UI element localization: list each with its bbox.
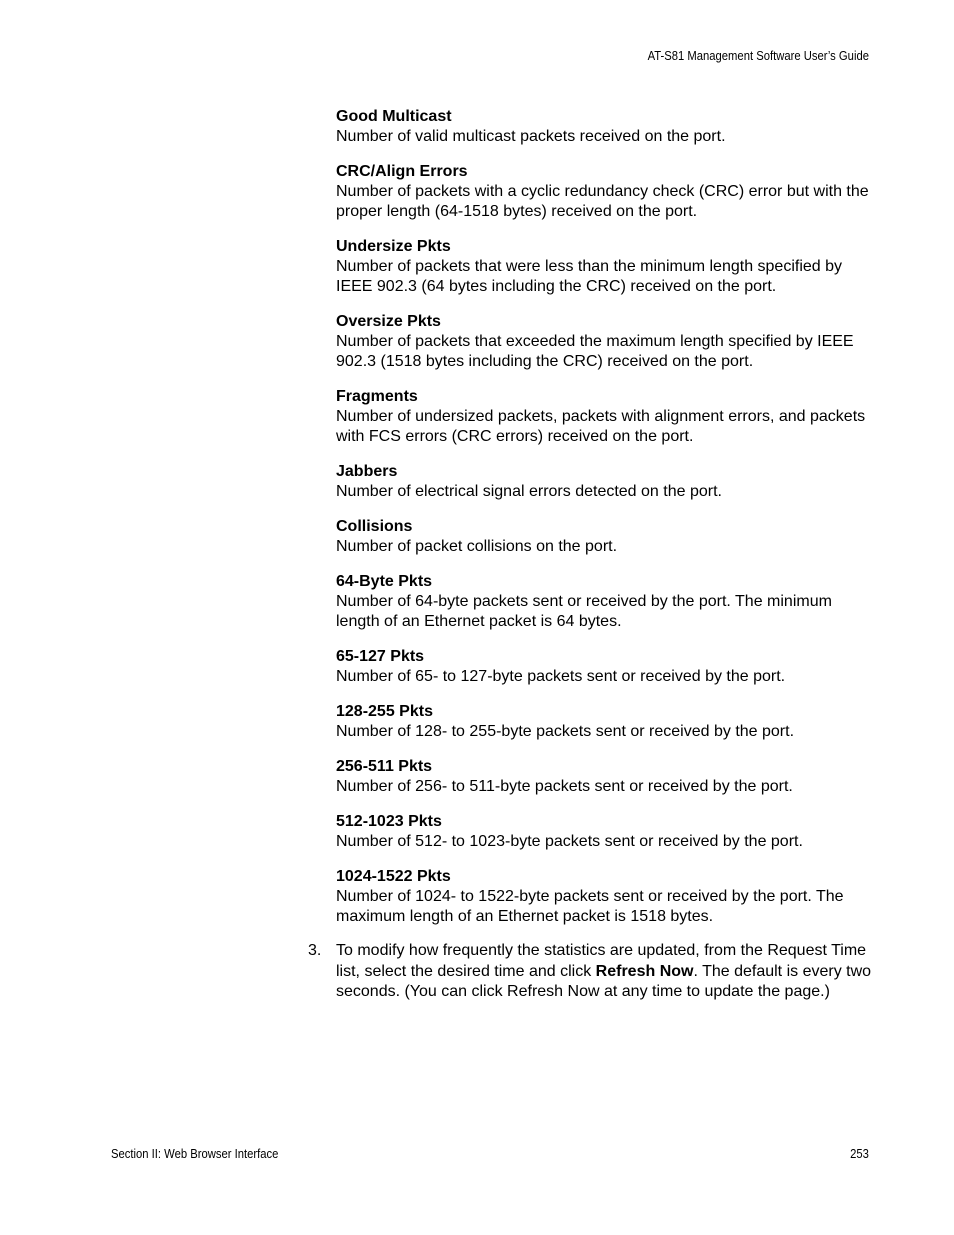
term-name: 128-255 Pkts — [336, 703, 433, 720]
term-name: 64-Byte Pkts — [336, 573, 433, 590]
term-name: Fragments — [336, 388, 418, 405]
term-item — [336, 572, 876, 632]
term-description: Number of packet collisions on the port. — [336, 538, 618, 555]
term-name: 256-511 Pkts — [336, 758, 433, 775]
term-description: Number of 512- to 1023-byte packets sent or received by the port. — [336, 833, 803, 850]
term-description: Number of packets that were less than the minimum length specified by IEEE 902.3 (64 bytes including the CRC) received on the port. — [336, 258, 843, 295]
term-name: Jabbers — [336, 463, 398, 480]
term-item — [336, 162, 876, 222]
term-item — [336, 757, 876, 797]
term-name: Oversize Pkts — [336, 313, 441, 330]
term-name: Collisions — [336, 518, 413, 535]
term-name: CRC/Align Errors — [336, 163, 468, 180]
term-item — [336, 647, 876, 687]
term-item — [336, 312, 876, 372]
numbered-step — [308, 941, 873, 1003]
term-description: Number of packets that exceeded the maximum length specified by IEEE 902.3 (1518 bytes including the CRC) received on the port. — [336, 333, 854, 370]
term-item — [336, 462, 876, 502]
footer-section: Section II: Web Browser Interface — [111, 1147, 279, 1161]
term-description: Number of 65- to 127-byte packets sent or received by the port. — [336, 668, 786, 685]
term-description: Number of 256- to 511-byte packets sent or received by the port. — [336, 778, 793, 795]
term-description: Number of 128- to 255-byte packets sent or received by the port. — [336, 723, 795, 740]
term-description: Number of 1024- to 1522-byte packets sent or received by the port. The maximum length of an Ethernet packet is 1518 bytes. — [336, 888, 844, 925]
page-number: 253 — [850, 1147, 869, 1161]
term-item — [336, 867, 876, 927]
term-description: Number of valid multicast packets received on the port. — [336, 128, 726, 145]
term-name: Undersize Pkts — [336, 238, 451, 255]
term-item — [336, 387, 876, 447]
term-description: Number of undersized packets, packets with alignment errors, and packets with FCS errors (CRC errors) received on the port. — [336, 408, 866, 445]
term-list — [336, 107, 876, 942]
refresh-now-label: Refresh Now — [595, 962, 694, 980]
term-item — [336, 107, 876, 147]
term-item — [336, 702, 876, 742]
term-description: Number of 64-byte packets sent or received by the port. The minimum length of an Ethernet packet is 64 bytes. — [336, 593, 832, 630]
step-number: 3. — [308, 942, 322, 959]
step-text — [336, 941, 873, 1003]
step-text-after: . The default is every two seconds. (You can click Refresh Now at any time to update the page.) — [336, 962, 872, 1000]
running-header: AT-S81 Management Software User’s Guide — [647, 49, 869, 63]
term-description: Number of packets with a cyclic redundancy check (CRC) error but with the proper length (64-1518 bytes) received on the port. — [336, 183, 869, 220]
term-description: Number of electrical signal errors detected on the port. — [336, 483, 722, 500]
term-item — [336, 237, 876, 297]
term-name: 65-127 Pkts — [336, 648, 425, 665]
term-name: Good Multicast — [336, 108, 452, 125]
step-text-before: To modify how frequently the statistics are updated, from the Request Time list, select the desired time and click — [336, 942, 867, 980]
term-name: 1024-1522 Pkts — [336, 868, 451, 885]
term-item — [336, 812, 876, 852]
term-item — [336, 517, 876, 557]
term-name: 512-1023 Pkts — [336, 813, 442, 830]
